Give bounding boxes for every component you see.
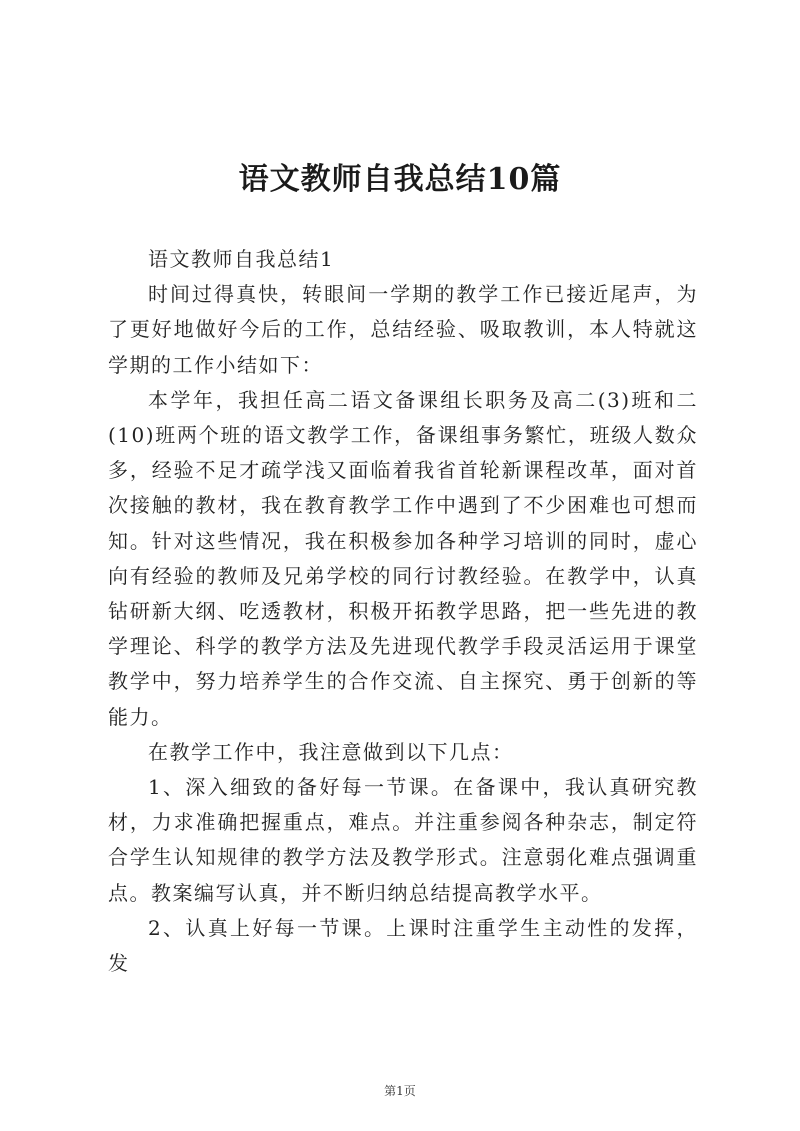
paragraph-intro: 时间过得真快，转眼间一学期的教学工作已接近尾声，为了更好地做好今后的工作，总结经验、吸取教训，本人特就这学期的工作小结如下：: [108, 282, 698, 377]
paragraph-work-overview: 本学年，我担任高二语文备课组长职务及高二(3)班和二(10)班两个班的语文教学工作，备课组事务繁忙，班级人数众多，经验不足才疏学浅又面临着我省首轮新课程改革，面对首次接触的教材，我在教育教学工作中遇到了不少困难也可想而知。针对这些情况，我在积极参加各种学习培训的同时，虚心向有经验的教师及兄弟学校的同行讨教经验。在教学中，认真钻研新大纲、吃透教材，积极开拓教学思路，把一些先进的教学理论、科学的教学方法及先进现代教学手段灵活运用于课堂教学中，努力培养学生的合作交流、自主探究、勇于创新的等能力。: [108, 387, 698, 729]
page-number: 第1页: [384, 1084, 416, 1098]
paragraph-point-2: 2、认真上好每一节课。上课时注重学生主动性的发挥，发: [108, 915, 698, 976]
document-body: [108, 242, 698, 981]
section-heading: 语文教师自我总结1: [148, 247, 335, 271]
paragraph-points-lead: 在教学工作中，我注意做到以下几点：: [148, 739, 514, 764]
paragraph-point-1: 1、深入细致的备好每一节课。在备课中，我认真研究教材，力求准确把握重点，难点。并注重参阅各种杂志，制定符合学生认知规律的教学方法及教学形式。注意弱化难点强调重点。教案编写认真，并不断归纳总结提高教学水平。: [108, 775, 698, 905]
document-title: 语文教师自我总结10篇: [238, 162, 562, 197]
